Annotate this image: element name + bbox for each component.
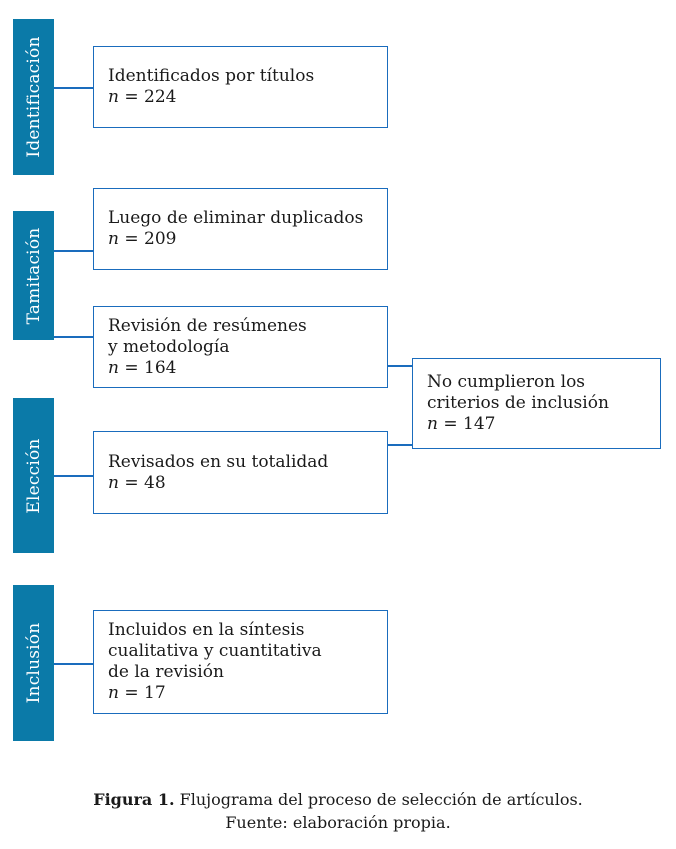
box-count: n = 48 bbox=[108, 472, 166, 493]
connector bbox=[54, 87, 93, 89]
stage-label: Inclusión bbox=[23, 622, 44, 704]
box-text: y metodología bbox=[108, 336, 230, 357]
flow-box-included bbox=[93, 610, 388, 714]
box-text: criterios de inclusión bbox=[427, 393, 609, 413]
stage-band-inclusion bbox=[13, 585, 54, 741]
box-count: n = 17 bbox=[108, 683, 166, 703]
flow-box-excluded bbox=[412, 358, 661, 449]
box-text: Incluidos en la síntesis bbox=[108, 620, 305, 640]
box-text: cualitativa y cuantitativa bbox=[108, 641, 322, 661]
stage-band-tamitacion bbox=[13, 211, 54, 340]
box-count: n = 209 bbox=[108, 229, 177, 249]
stage-band-eleccion bbox=[13, 398, 54, 553]
flow-box-identified bbox=[93, 46, 388, 128]
figure-source: Fuente: elaboración propia. bbox=[225, 813, 451, 832]
box-text: No cumplieron los bbox=[427, 372, 586, 392]
box-count: n = 164 bbox=[108, 357, 177, 378]
caption-label: Figura 1. bbox=[93, 790, 175, 809]
box-text: Identificados por títulos bbox=[108, 66, 315, 86]
box-text: de la revisión bbox=[108, 662, 224, 682]
caption-title: Flujograma del proceso de selección de artículos. bbox=[174, 790, 583, 809]
stage-band-identificacion bbox=[13, 19, 54, 175]
box-text: Revisión de resúmenes bbox=[108, 315, 307, 336]
box-count: n = 224 bbox=[108, 87, 177, 107]
stage-label: Elección bbox=[23, 437, 44, 514]
flow-box-full-review bbox=[93, 431, 388, 514]
exclusion-connector bbox=[387, 365, 413, 367]
flow-box-deduplicated bbox=[93, 188, 388, 270]
figure-caption bbox=[0, 789, 676, 811]
connector bbox=[54, 336, 93, 338]
flow-box-abstract-review bbox=[93, 306, 388, 388]
stage-label: Tamitación bbox=[23, 227, 44, 324]
connector bbox=[54, 250, 93, 252]
box-count: n = 147 bbox=[427, 414, 496, 434]
stage-label: Identificación bbox=[23, 36, 44, 158]
connector bbox=[54, 663, 93, 665]
box-text: Luego de eliminar duplicados bbox=[108, 208, 364, 228]
connector bbox=[54, 475, 93, 477]
exclusion-connector bbox=[387, 444, 413, 446]
box-text: Revisados en su totalidad bbox=[108, 451, 329, 472]
